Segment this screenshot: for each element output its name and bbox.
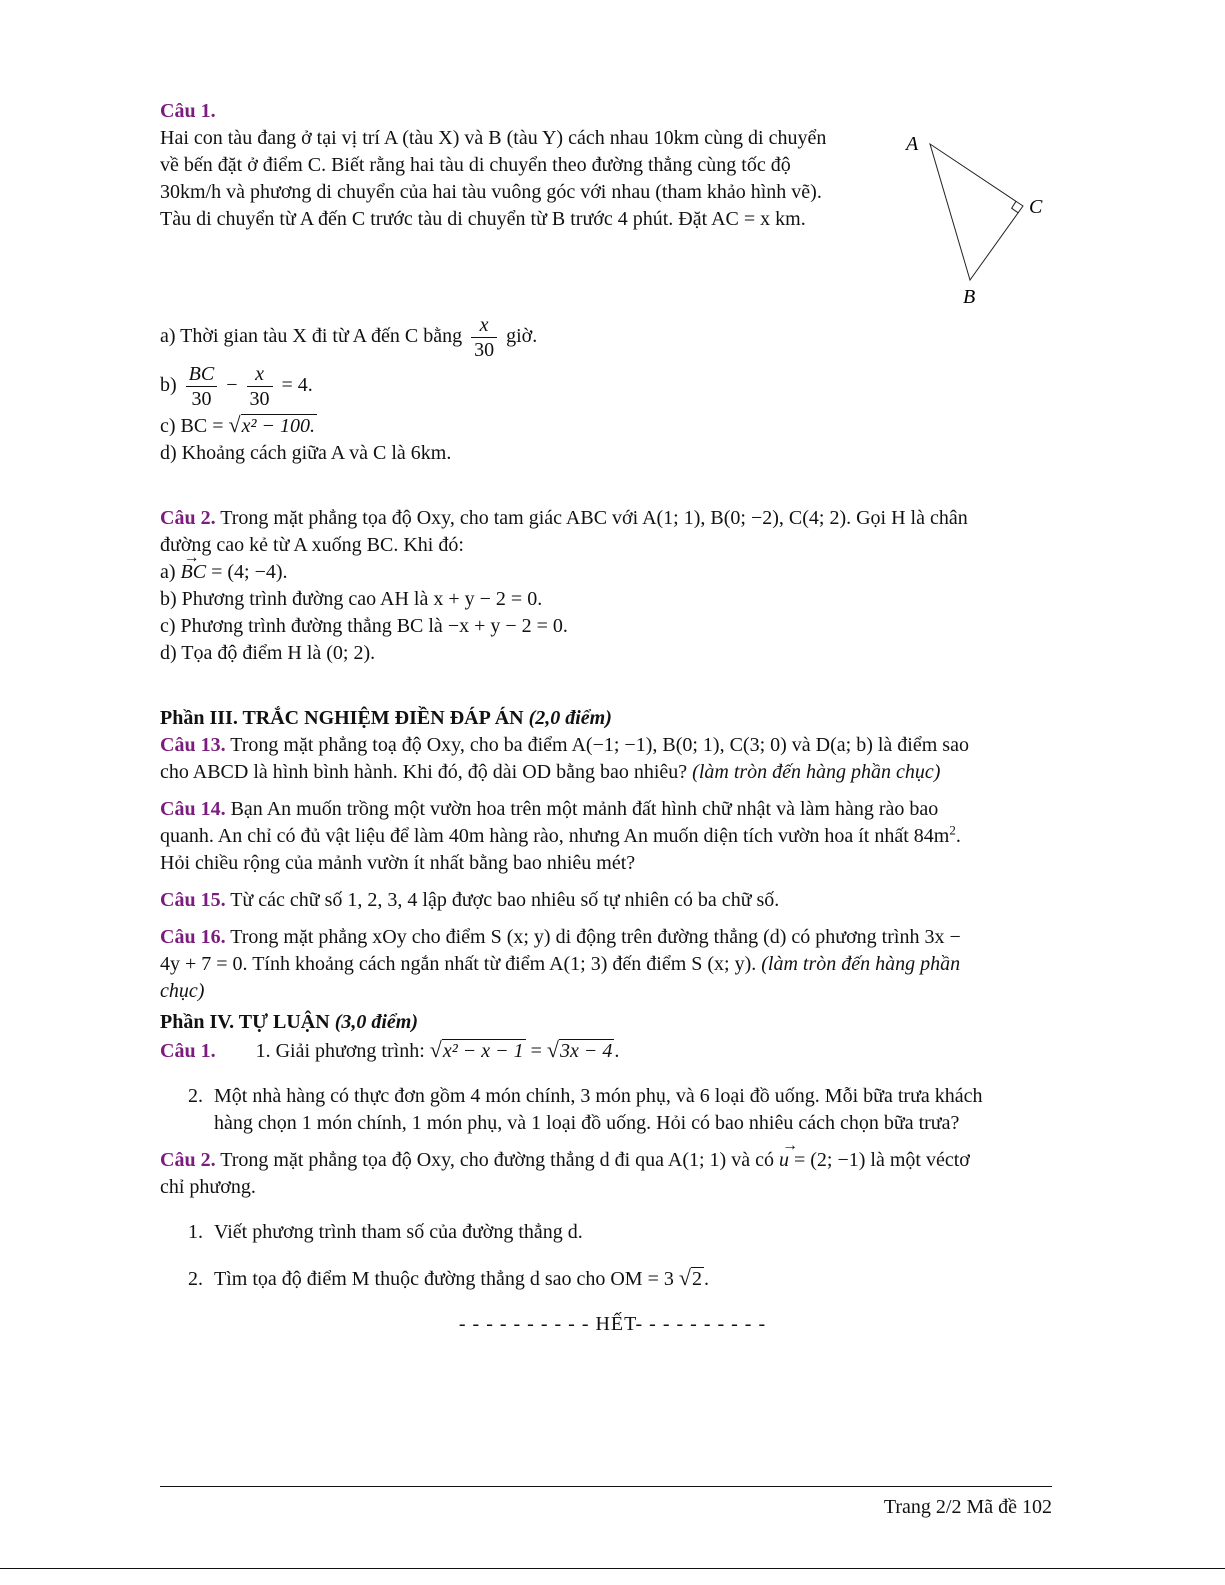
fraction: $\frac{BC}{30}$ xyxy=(186,362,218,411)
right-angle-marker xyxy=(1012,201,1019,213)
p4-c2-line-2: chỉ phương. xyxy=(160,1176,256,1198)
p4-c1-item-2: 2. Một nhà hàng có thực đơn gồm 4 món chính, 3 món phụ, và 6 loại đồ uống. Mỗi bữa trưa khách hàng chọn 1 món chính, 1 món phụ, và 1 loại đồ uống. Hỏi có bao nhiêu cách chọn bữa trưa? xyxy=(188,1085,983,1134)
bottom-border xyxy=(0,1568,1225,1569)
q2-line-2: đường cao kẻ từ A xuống BC. Khi đó: xyxy=(160,534,464,556)
footer-divider xyxy=(160,1486,1052,1487)
p4-c2-line-1: Câu 2. Trong mặt phẳng tọa độ Oxy, cho đường thẳng d đi qua A(1; 1) và có u → = (2; −1) là một véctơ xyxy=(160,1147,1065,1174)
q1-option-a: a) Thời gian tàu X đi từ A đến C bằng $\frac{x}{30}$ giờ. xyxy=(160,314,538,361)
p4-c1-line-1: Câu 1. 1. Giải phương trình: √x² − x − 1 = √3x − 4 . xyxy=(160,1036,1065,1065)
q14-line-2: quanh. An chỉ có đủ vật liệu để làm 40m hàng rào, nhưng An muốn diện tích vườn hoa ít nhất $84m^2$. xyxy=(160,822,961,847)
part3-heading: Phần III. TRẮC NGHIỆM ĐIỀN ĐÁP ÁN (2,0 điểm) xyxy=(160,707,612,729)
q16-line-1: Câu 16. Trong mặt phẳng xOy cho điểm S (x; y) di động trên đường thẳng (d) có phương trình 3x − xyxy=(160,926,961,948)
p4-c2-item-2: 2. Tìm tọa độ điểm M thuộc đường thẳng d sao cho OM = 3 √2 . xyxy=(188,1264,1065,1293)
q15-line-1: Câu 15. Từ các chữ số 1, 2, 3, 4 lập được bao nhiêu số tự nhiên có ba chữ số. xyxy=(160,889,780,911)
q1-intro-line-4: Tàu di chuyển từ A đến C trước tàu di chuyển từ B trước 4 phút. Đặt AC = x km. xyxy=(160,208,806,230)
page-footer: Trang 2/2 Mã đề 102 xyxy=(883,1496,1052,1518)
q2-option-c: c) Phương trình đường thẳng BC là −x + y − 2 = 0. xyxy=(160,615,568,637)
fraction: $\frac{x}{30}$ xyxy=(247,362,273,411)
square-root: √x² − 100. xyxy=(228,412,315,437)
triangle-diagram xyxy=(895,128,1065,318)
vector-u: u → xyxy=(779,1147,789,1174)
q14-line-1: Câu 14. Bạn An muốn trồng một vườn hoa trên một mảnh đất hình chữ nhật và làm hàng rào bao xyxy=(160,798,939,820)
label-c: C xyxy=(1029,196,1043,218)
q14-line-3: Hỏi chiều rộng của mảnh vườn ít nhất bằng bao nhiêu mét? xyxy=(160,852,636,874)
q13-line-2: cho ABCD là hình bình hành. Khi đó, độ dài OD bằng bao nhiêu? (làm tròn đến hàng phần chục) xyxy=(160,761,941,783)
q2-option-b: b) Phương trình đường cao AH là x + y − 2 = 0. xyxy=(160,588,543,610)
triangle-abc xyxy=(930,144,1023,280)
q1-option-c: c) BC = √x² − 100. xyxy=(160,411,1065,440)
label-b: B xyxy=(963,286,976,308)
q16-line-3: chục) xyxy=(160,980,205,1002)
q13-line-1: Câu 13. Trong mặt phẳng toạ độ Oxy, cho ba điểm A(−1; −1), B(0; 1), C(3; 0) và D(a; b) là điểm sao xyxy=(160,734,969,756)
part4-heading: Phần IV. TỰ LUẬN (3,0 điểm) xyxy=(160,1011,418,1033)
q16-line-2: 4y + 7 = 0. Tính khoảng cách ngắn nhất từ điểm A(1; 3) đến điểm S (x; y). (làm tròn đến hàng phần xyxy=(160,953,961,975)
fraction: $\frac{x}{30}$ xyxy=(471,313,497,362)
q1-intro-line-3: 30km/h và phương di chuyển của hai tàu vuông góc với nhau (tham khảo hình vẽ). xyxy=(160,181,822,203)
q2-option-a: a) BC → = (4; −4). xyxy=(160,559,1065,586)
q1-label: Câu 1. xyxy=(160,100,216,122)
q1-intro-line-2: về bến đặt ở điểm C. Biết rằng hai tàu di chuyển theo đường thẳng cùng tốc độ xyxy=(160,154,791,176)
q1-option-d: d) Khoảng cách giữa A và C là 6km. xyxy=(160,442,452,464)
q1-option-b: b) $\frac{BC}{30}$ − $\frac{x}{30}$ = 4. xyxy=(160,363,313,410)
q1-intro-line-1: Hai con tàu đang ở tại vị trí A (tàu X) và B (tàu Y) cách nhau 10km cùng di chuyển xyxy=(160,127,827,149)
square-root: √x² − x − 1 xyxy=(429,1037,524,1062)
p4-c2-item-1: 1. Viết phương trình tham số của đường thẳng d. xyxy=(188,1221,583,1243)
vector-bc: BC → xyxy=(181,559,207,586)
q2-option-d: d) Tọa độ điểm H là (0; 2). xyxy=(160,642,376,664)
end-marker: - - - - - - - - - - HẾT- - - - - - - - - - xyxy=(458,1313,767,1335)
q1-intro xyxy=(160,125,900,233)
square-root: √3x − 4 xyxy=(546,1037,613,1062)
triangle-figure xyxy=(895,128,1065,318)
q2-line-1: Câu 2. Trong mặt phẳng tọa độ Oxy, cho tam giác ABC với A(1; 1), B(0; −2), C(4; 2). Gọi H là chân xyxy=(160,507,968,529)
label-a: A xyxy=(906,133,919,155)
square-root: √2 xyxy=(678,1265,702,1290)
